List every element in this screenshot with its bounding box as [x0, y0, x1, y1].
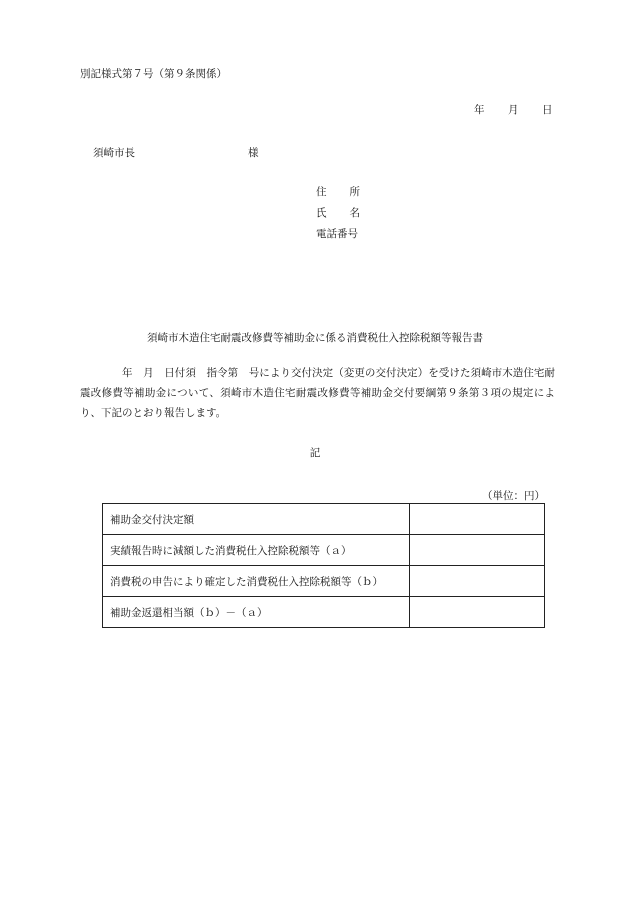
date-day: 日 [542, 104, 553, 116]
row-label: 補助金返還相当額（ｂ）－（ａ） [103, 597, 410, 628]
address-field [316, 184, 360, 199]
document-body [80, 363, 555, 423]
document-title: 須崎市木造住宅耐震改修費等補助金に係る消費税仕入控除税額等報告書 [147, 332, 483, 344]
form-label: 別記様式第７号（第９条関係） [80, 68, 227, 80]
row-value[interactable] [410, 504, 545, 535]
row-value[interactable] [410, 535, 545, 566]
row-value[interactable] [410, 597, 545, 628]
row-label: 消費税の申告により確定した消費税仕入控除税額等（ｂ） [103, 566, 410, 597]
phone-field [316, 226, 358, 241]
address-label: 住所 [316, 186, 360, 198]
date-month: 月 [508, 104, 519, 116]
recipient-name: 須崎市長 [93, 147, 135, 159]
row-label: 補助金交付決定額 [103, 504, 410, 535]
table-row [103, 504, 545, 535]
report-table [102, 503, 545, 628]
name-field [316, 205, 360, 220]
phone-label: 電話番号 [316, 228, 358, 240]
row-label: 実績報告時に減額した消費税仕入控除税額等（ａ） [103, 535, 410, 566]
table-row [103, 535, 545, 566]
row-value[interactable] [410, 566, 545, 597]
unit-label: （単位：円） [482, 490, 545, 502]
table-row [103, 566, 545, 597]
date-year: 年 [474, 104, 485, 116]
table-row [103, 597, 545, 628]
ki-heading: 記 [309, 447, 321, 459]
name-label: 氏名 [316, 207, 360, 219]
body-paragraph: 年 月 日付須 指令第 号により交付決定（変更の交付決定）を受けた須崎市木造住宅耐震改修費等補助金について、須崎市木造住宅耐震改修費等補助金交付要綱第９条第３項の規定により、下記のとおり報告します。 [80, 367, 555, 419]
recipient-honorific: 様 [248, 147, 259, 159]
